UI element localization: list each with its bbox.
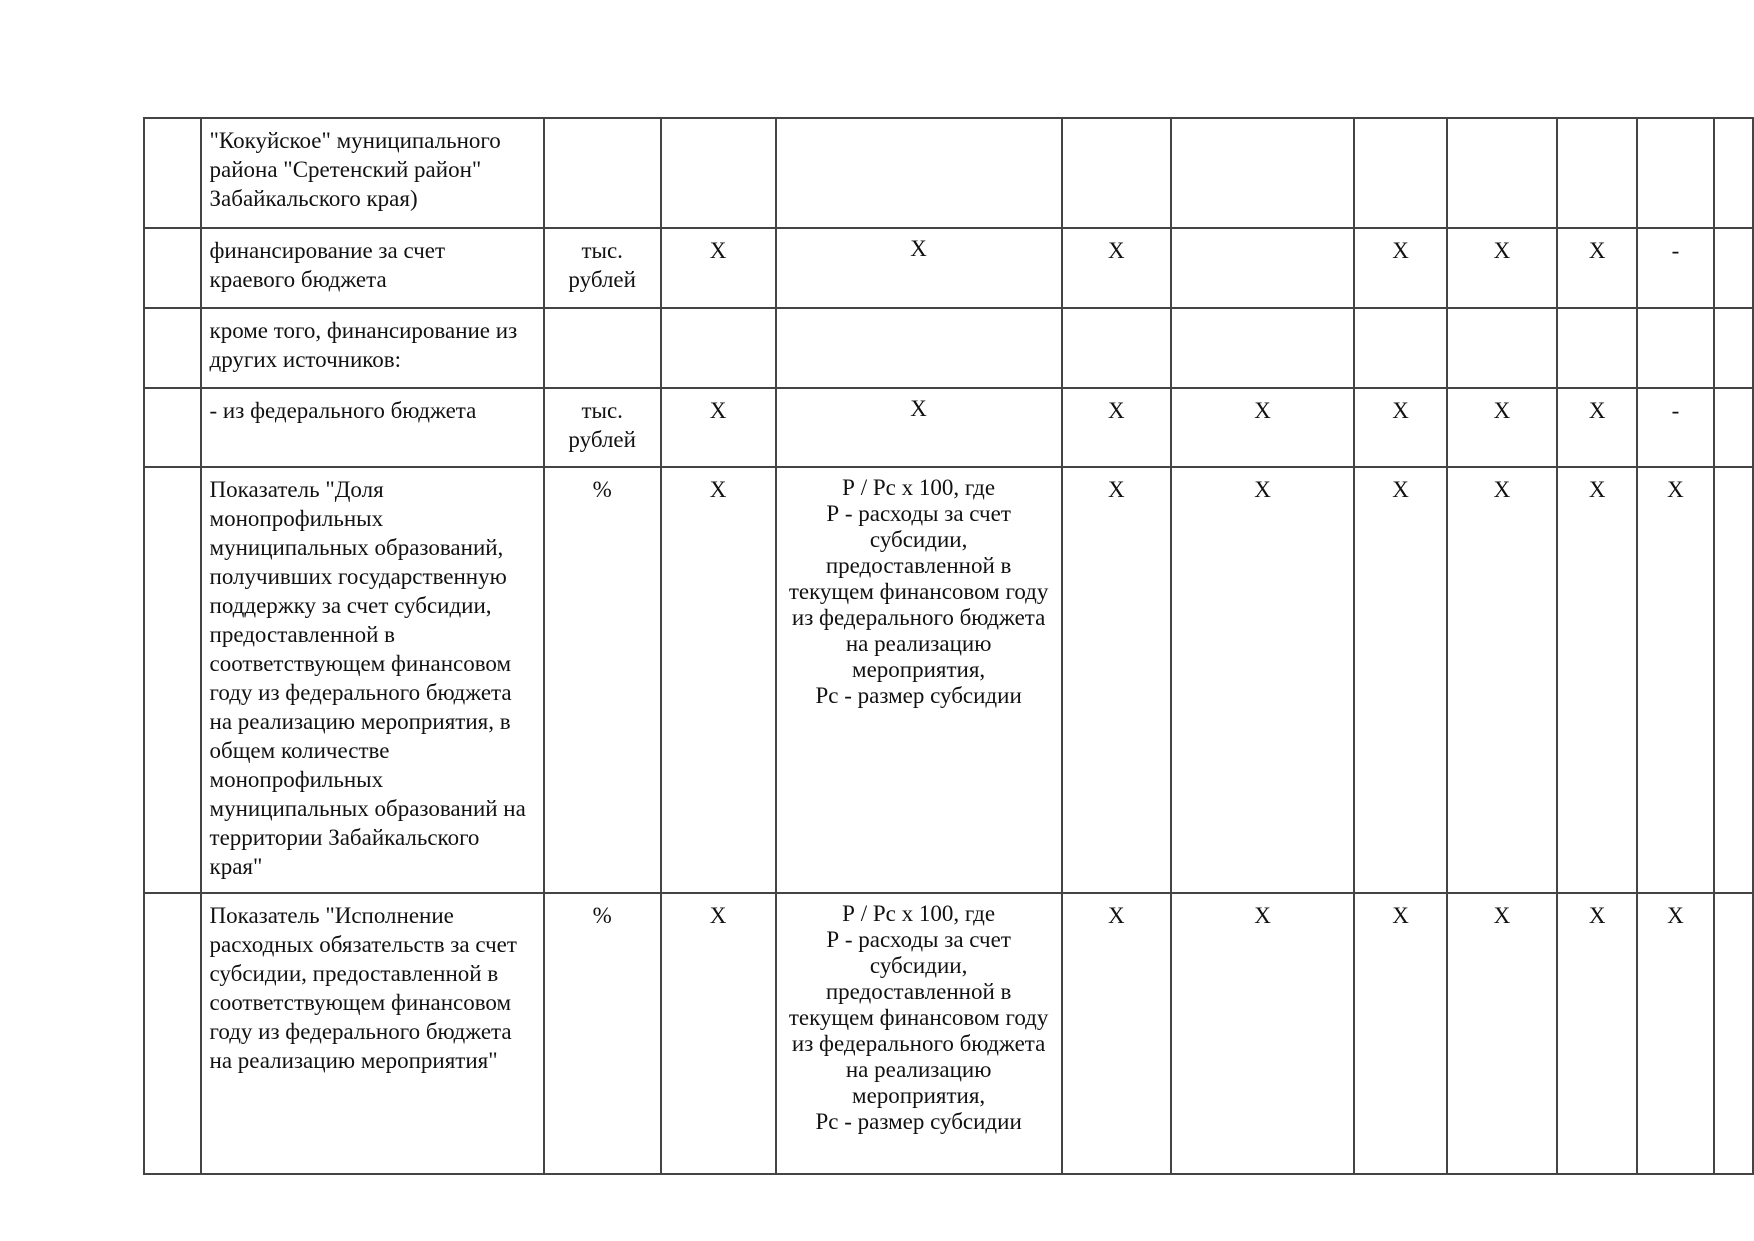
cell-c6: X [1171, 467, 1354, 893]
cell-c6: X [1171, 893, 1354, 1174]
cell-c6 [1171, 308, 1354, 388]
cell-unit [544, 118, 661, 228]
cell-c8: X [1447, 388, 1557, 467]
cell-c9 [1557, 118, 1637, 228]
cell-c9: X [1557, 388, 1637, 467]
cell-num [144, 308, 201, 388]
cell-c10: X [1637, 893, 1713, 1174]
cell-c9: X [1557, 228, 1637, 308]
cell-c6: X [1171, 388, 1354, 467]
cell-num [144, 228, 201, 308]
cell-cutoff [1714, 308, 1753, 388]
cell-c3: X [661, 467, 776, 893]
cell-c9: X [1557, 467, 1637, 893]
cell-text: Показатель "Исполнение расходных обязательств за счет субсидии, предоставленной в соответствующем финансовом году из федерального бюджета на реализацию мероприятия" [201, 893, 544, 1174]
cell-cutoff [1714, 388, 1753, 467]
cell-c4 [776, 308, 1062, 388]
cell-c9 [1557, 308, 1637, 388]
cell-c5: X [1062, 893, 1171, 1174]
cell-c4 [776, 118, 1062, 228]
cell-c10: - [1637, 228, 1713, 308]
cell-c6 [1171, 118, 1354, 228]
cell-c3: X [661, 388, 776, 467]
cell-c3: X [661, 228, 776, 308]
cell-c4: Р / Рс х 100, где Р - расходы за счет субсидии, предоставленной в текущем финансовом году из федерального бюджета на реализацию мероприятия, Рс - размер субсидии [776, 467, 1062, 893]
cell-c7: X [1354, 228, 1447, 308]
cell-unit: % [544, 467, 661, 893]
cell-c10: - [1637, 388, 1713, 467]
table-row [144, 308, 1753, 388]
cell-c7: X [1354, 893, 1447, 1174]
cell-c8 [1447, 118, 1557, 228]
table-row [144, 388, 1753, 467]
cell-text: - из федерального бюджета [201, 388, 544, 467]
cell-c8: X [1447, 228, 1557, 308]
indicators-table [143, 117, 1754, 1175]
table-row [144, 228, 1753, 308]
cell-c8: X [1447, 893, 1557, 1174]
cell-c3: X [661, 893, 776, 1174]
cell-cutoff [1714, 118, 1753, 228]
cell-c5 [1062, 308, 1171, 388]
table-row [144, 467, 1753, 893]
cell-num [144, 467, 201, 893]
cell-c7 [1354, 118, 1447, 228]
cell-c5: X [1062, 228, 1171, 308]
cell-unit [544, 308, 661, 388]
cell-cutoff [1714, 228, 1753, 308]
cell-c10 [1637, 308, 1713, 388]
cell-text: кроме того, финансирование из других источников: [201, 308, 544, 388]
cell-c8 [1447, 308, 1557, 388]
cell-c7: X [1354, 467, 1447, 893]
cell-unit: % [544, 893, 661, 1174]
cell-text: Показатель "Доля монопрофильных муниципальных образований, получивших государственную поддержку за счет субсидии, предоставленной в соответствующем финансовом году из федерального бюджета на реализацию мероприятия, в общем количестве монопрофильных муниципальных образований на территории Забайкальского края" [201, 467, 544, 893]
cell-unit: тыс. рублей [544, 228, 661, 308]
cell-c5: X [1062, 388, 1171, 467]
cell-c7 [1354, 308, 1447, 388]
cell-c5: X [1062, 467, 1171, 893]
cell-unit: тыс. рублей [544, 388, 661, 467]
table-row [144, 893, 1753, 1174]
cell-c8: X [1447, 467, 1557, 893]
cell-c10: X [1637, 467, 1713, 893]
cell-c6 [1171, 228, 1354, 308]
cell-cutoff [1714, 893, 1753, 1174]
cell-c3 [661, 308, 776, 388]
cell-cutoff [1714, 467, 1753, 893]
cell-c3 [661, 118, 776, 228]
cell-c4: X [776, 388, 1062, 467]
cell-num [144, 118, 201, 228]
cell-text: "Кокуйское" муниципального района "Сретенский район" Забайкальского края) [201, 118, 544, 228]
cell-c4: Р / Рс х 100, где Р - расходы за счет субсидии, предоставленной в текущем финансовом году из федерального бюджета на реализацию мероприятия, Рс - размер субсидии [776, 893, 1062, 1174]
table-row [144, 118, 1753, 228]
cell-c10 [1637, 118, 1713, 228]
cell-text: финансирование за счет краевого бюджета [201, 228, 544, 308]
cell-c9: X [1557, 893, 1637, 1174]
cell-num [144, 893, 201, 1174]
cell-num [144, 388, 201, 467]
cell-c5 [1062, 118, 1171, 228]
cell-c7: X [1354, 388, 1447, 467]
cell-c4: X [776, 228, 1062, 308]
